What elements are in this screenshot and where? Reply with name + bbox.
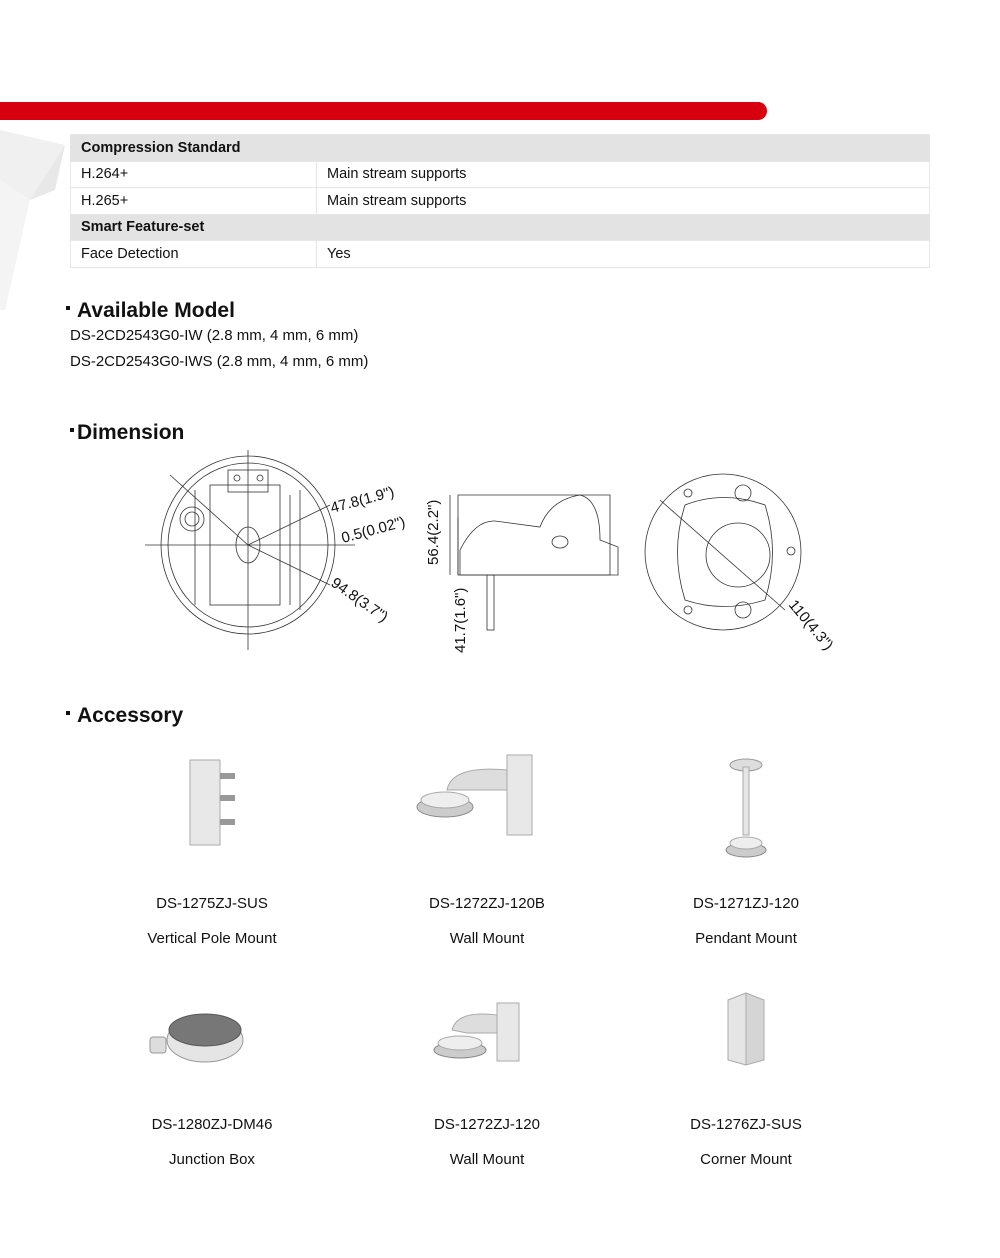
row-label: Face Detection xyxy=(71,241,317,268)
accessory-code: DS-1272ZJ-120 xyxy=(434,1116,540,1133)
accessory-item xyxy=(357,985,617,1168)
table-row xyxy=(71,188,930,215)
accessory-code: DS-1275ZJ-SUS xyxy=(156,895,268,912)
accessory-name: Wall Mount xyxy=(449,930,525,947)
accessory-code: DS-1276ZJ-SUS xyxy=(690,1116,802,1133)
model-item: DS-2CD2543G0-IWS (2.8 mm, 4 mm, 6 mm) xyxy=(70,353,369,370)
row-label: H.265+ xyxy=(71,188,317,215)
dimension-heading: Dimension xyxy=(70,421,184,445)
accessory-item xyxy=(616,745,876,947)
junction-box-image xyxy=(82,985,342,1105)
wall-mount-120b-image xyxy=(357,745,617,865)
dim-label-41-7: 41.7(1.6") xyxy=(452,587,469,653)
accessory-code: DS-1272ZJ-120B xyxy=(429,895,545,912)
background-watermark-shape xyxy=(0,120,80,320)
dim-label-47-8: 47.8(1.9") xyxy=(328,483,397,517)
accessory-item xyxy=(616,985,876,1168)
vertical-pole-mount-image xyxy=(82,745,342,865)
table-section-header xyxy=(71,214,930,241)
section-title: Compression Standard xyxy=(71,135,930,162)
top-view-drawing xyxy=(645,474,801,630)
accessory-name: Junction Box xyxy=(169,1151,255,1168)
accessory-name: Vertical Pole Mount xyxy=(147,930,277,947)
wall-mount-120-image xyxy=(357,985,617,1105)
model-item: DS-2CD2543G0-IW (2.8 mm, 4 mm, 6 mm) xyxy=(70,327,359,344)
dim-label-0-5: 0.5(0.02") xyxy=(339,513,408,547)
corner-mount-image xyxy=(616,985,876,1105)
bottom-view-drawing xyxy=(145,450,355,650)
table-section-header xyxy=(71,135,930,162)
dim-label-56-4: 56.4(2.2") xyxy=(425,499,442,565)
section-title: Smart Feature-set xyxy=(71,214,930,241)
available-model-heading: Available Model xyxy=(66,299,235,323)
brand-red-bar xyxy=(0,102,767,120)
dimension-drawing xyxy=(140,445,860,670)
accessory-code: DS-1280ZJ-DM46 xyxy=(151,1116,273,1133)
dim-label-110: 110(4.3") xyxy=(784,596,837,654)
row-value: Main stream supports xyxy=(317,161,930,188)
row-value: Main stream supports xyxy=(317,188,930,215)
accessory-name: Wall Mount xyxy=(449,1151,525,1168)
dim-label-94-8: 94.8(3.7") xyxy=(327,574,392,626)
accessory-item xyxy=(82,745,342,947)
row-value: Yes xyxy=(317,241,930,268)
accessory-heading: Accessory xyxy=(66,704,183,728)
accessory-code: DS-1271ZJ-120 xyxy=(693,895,799,912)
accessory-name: Corner Mount xyxy=(700,1151,792,1168)
table-row xyxy=(71,161,930,188)
side-view-drawing xyxy=(450,495,618,630)
row-label: H.264+ xyxy=(71,161,317,188)
accessory-item xyxy=(82,985,342,1168)
pendant-mount-image xyxy=(616,745,876,865)
accessory-name: Pendant Mount xyxy=(695,930,797,947)
accessory-item xyxy=(357,745,617,947)
spec-table xyxy=(70,134,930,268)
table-row xyxy=(71,241,930,268)
